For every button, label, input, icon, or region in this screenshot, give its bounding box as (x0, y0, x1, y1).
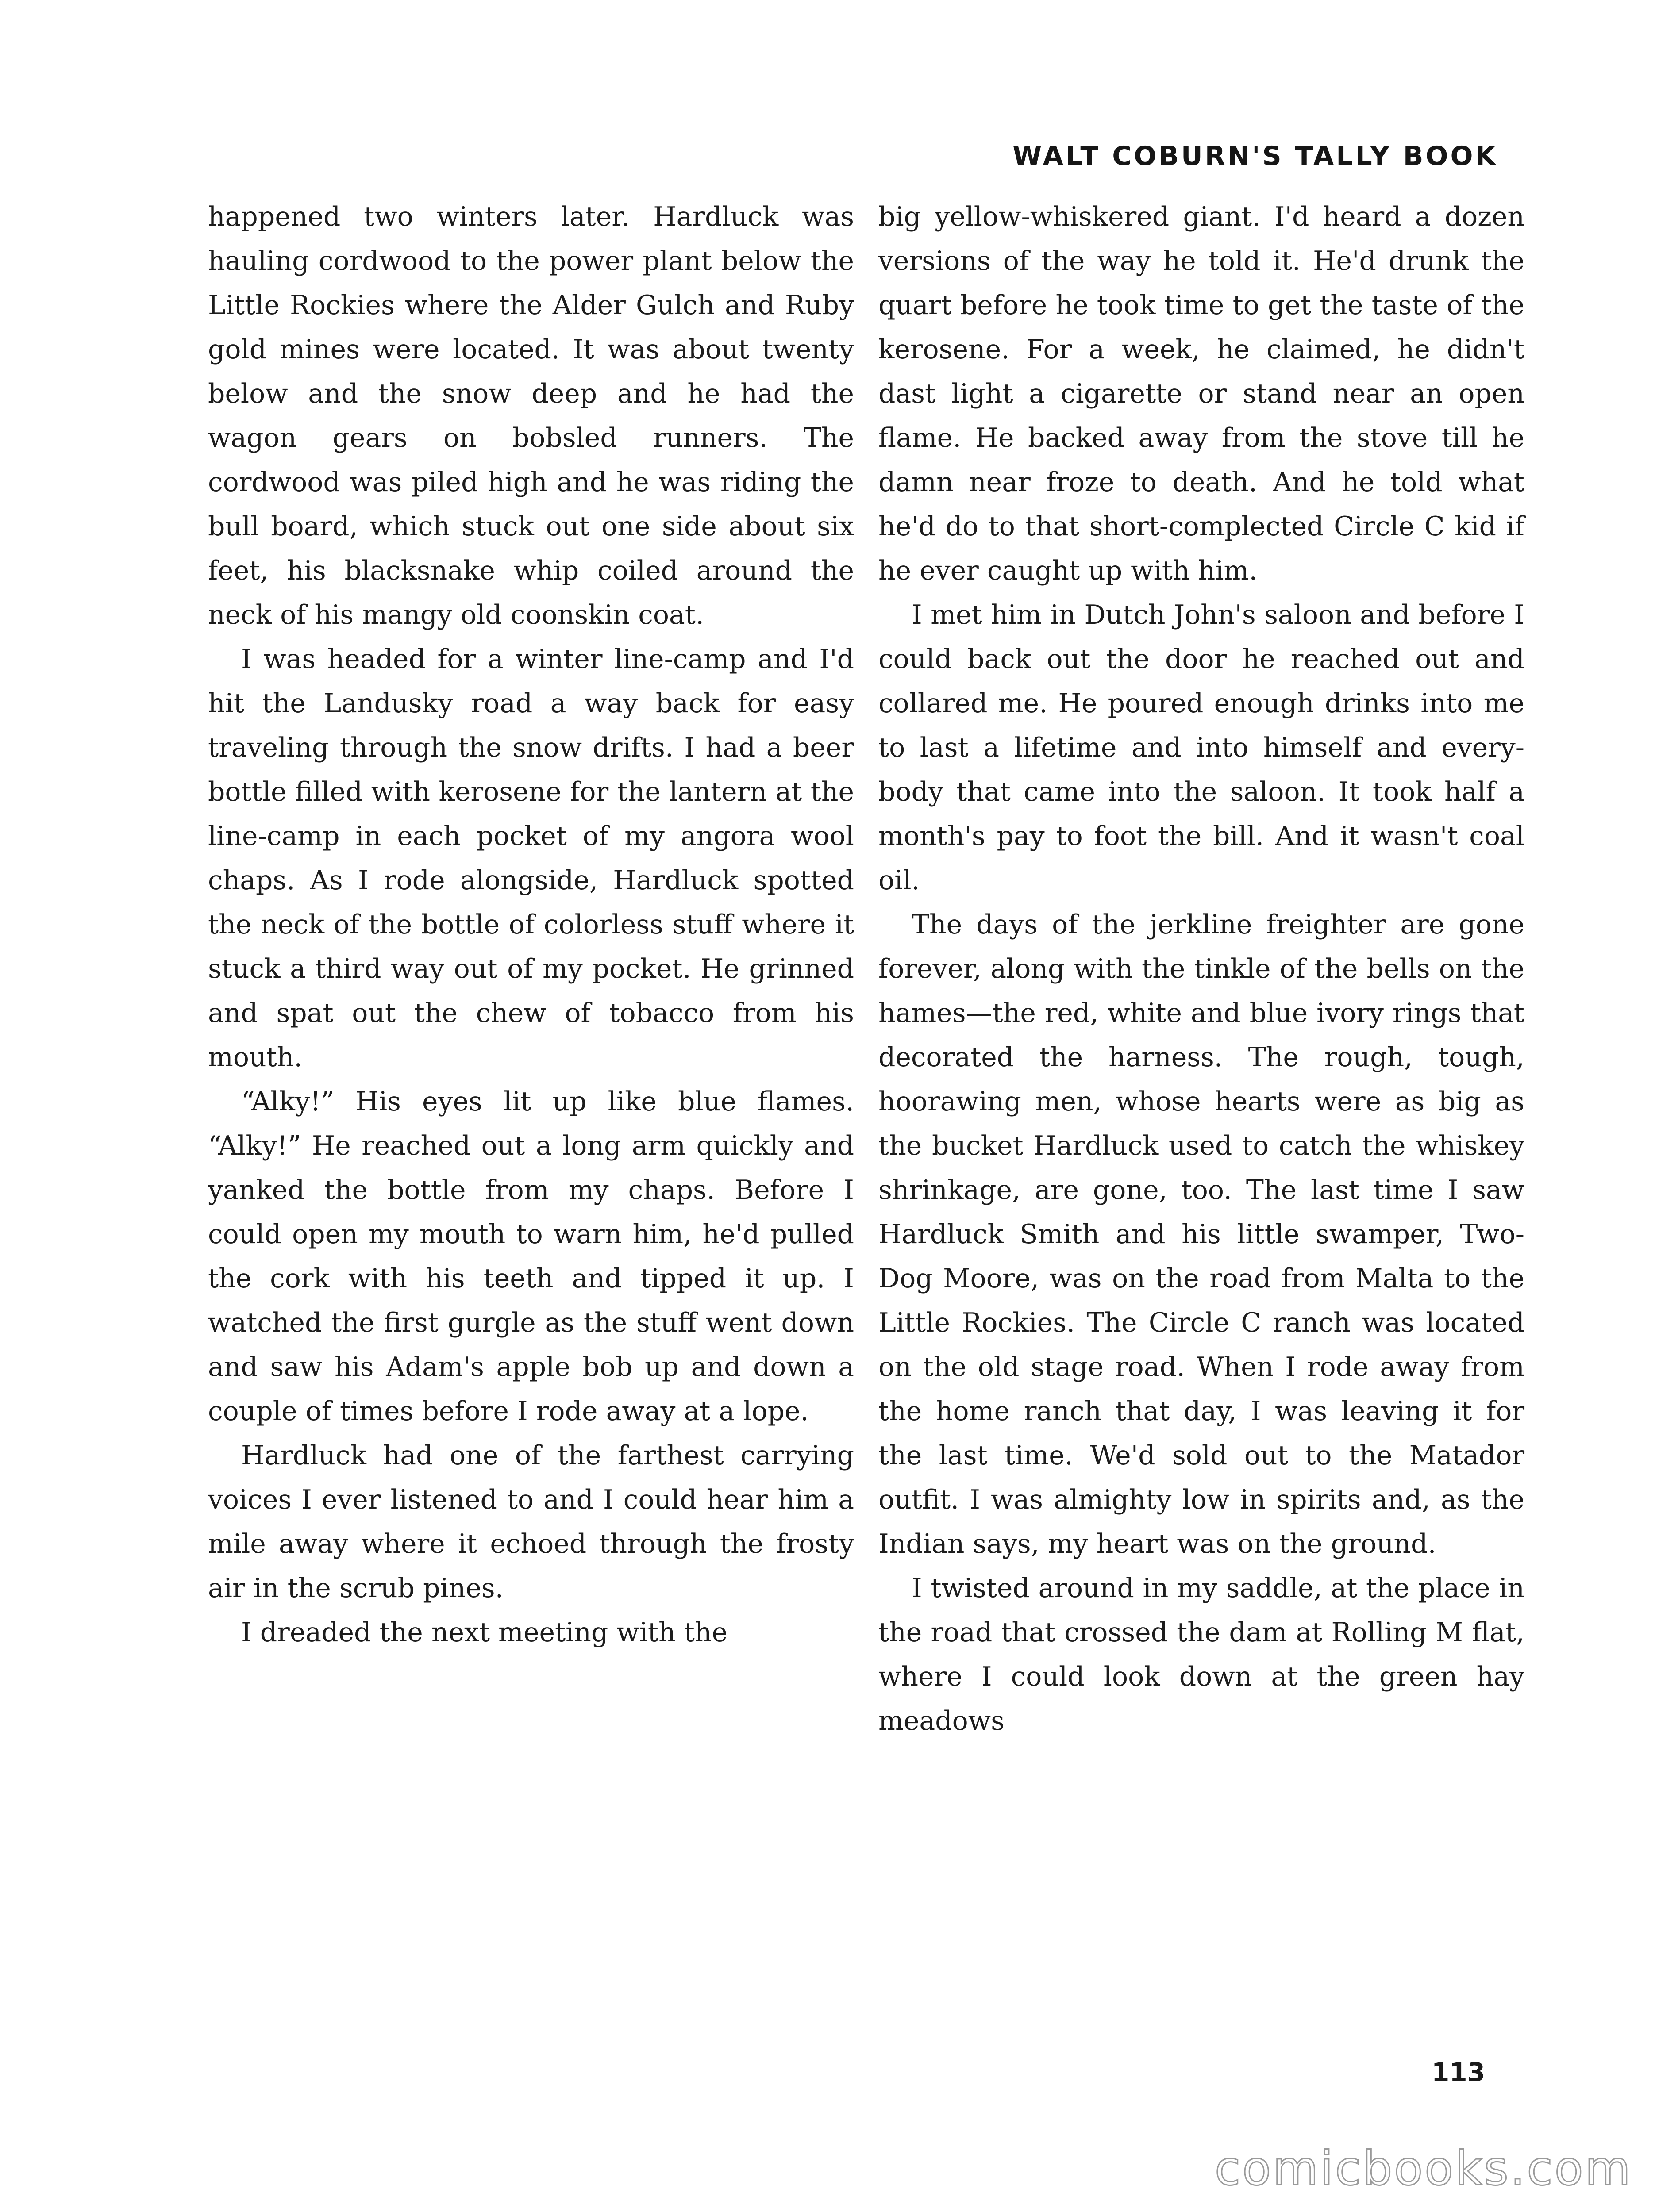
page-number: 113 (1432, 2057, 1486, 2087)
paragraph: big yellow-whiskered giant. I'd heard a dozen versions of the way he told it. He'd drunk the quart before he took time to get the taste of the kerosene. For a week, he claimed, he didn't dast light a cigarette or stand near an open flame. He backed away from the stove till he damn near froze to death. And he told what he'd do to that short-complected Circle C kid if he ever caught up with him. (878, 201, 1524, 586)
paragraph: I dreaded the next meeting with the (241, 1617, 728, 1648)
paragraph: Hardluck had one of the farthest carrying voices I ever listened to and I could hear him a mile away where it echoed through the frosty air in the scrub pines. (208, 1440, 854, 1604)
paragraph: The days of the jerkline freighter are gone forever, along with the tinkle of the bells on the hames—the red, white and blue ivory rings that decorated the harness. The rough, tough, hoorawing men, whose hearts were as big as the bucket Hardluck used to catch the whiskey shrinkage, are gone, too. The last time I saw Hardluck Smith and his little swamper, Two-Dog Moore, was on the road from Malta to the Little Rockies. The Circle C ranch was located on the old stage road. When I rode away from the home ranch that day, I was leaving it for the last time. We'd sold out to the Matador outfit. I was almighty low in spirits and, as the Indian says, my heart was on the ground. (878, 909, 1524, 1559)
paragraph: I met him in Dutch John's saloon and before I could back out the door he reached out and collared me. He poured enough drinks into me to last a lifetime and into himself and everybody that came into the saloon. It took half a month's pay to foot the bill. And it wasn't coal oil. (878, 599, 1524, 896)
site-watermark: comicbooks.com (1215, 2141, 1632, 2196)
paragraph: happened two winters later. Hardluck was hauling cordwood to the power plant below the Little Rockies where the Alder Gulch and Ruby gold mines were located. It was about twenty below and the snow deep and he had the wagon gears on bobsled runners. The cordwood was piled high and he was riding the bull board, which stuck out one side about six feet, his blacksnake whip coiled around the neck of his mangy old coonskin coat. (208, 201, 854, 630)
left-column (208, 195, 854, 1655)
paragraph: I twisted around in my saddle, at the place in the road that crossed the dam at Rolling M flat, where I could look down at the green hay meadows (878, 1573, 1524, 1736)
running-header: WALT COBURN'S TALLY BOOK (1012, 141, 1498, 172)
paragraph: I was headed for a winter line-camp and I'd hit the Landusky road a way back for easy traveling through the snow drifts. I had a beer bottle filled with kerosene for the lantern at the line-camp in each pocket of my angora wool chaps. As I rode alongside, Hardluck spotted the neck of the bottle of colorless stuff where it stuck a third way out of my pocket. He grinned and spat out the chew of tobacco from his mouth. (208, 644, 854, 1073)
paragraph: “Alky!” His eyes lit up like blue flames. “Alky!” He reached out a long arm quickly and yanked the bottle from my chaps. Before I could open my mouth to warn him, he'd pulled the cork with his teeth and tipped it up. I watched the first gurgle as the stuff went down and saw his Adam's apple bob up and down a couple of times before I rode away at a lope. (208, 1086, 854, 1427)
right-column (878, 195, 1524, 1743)
